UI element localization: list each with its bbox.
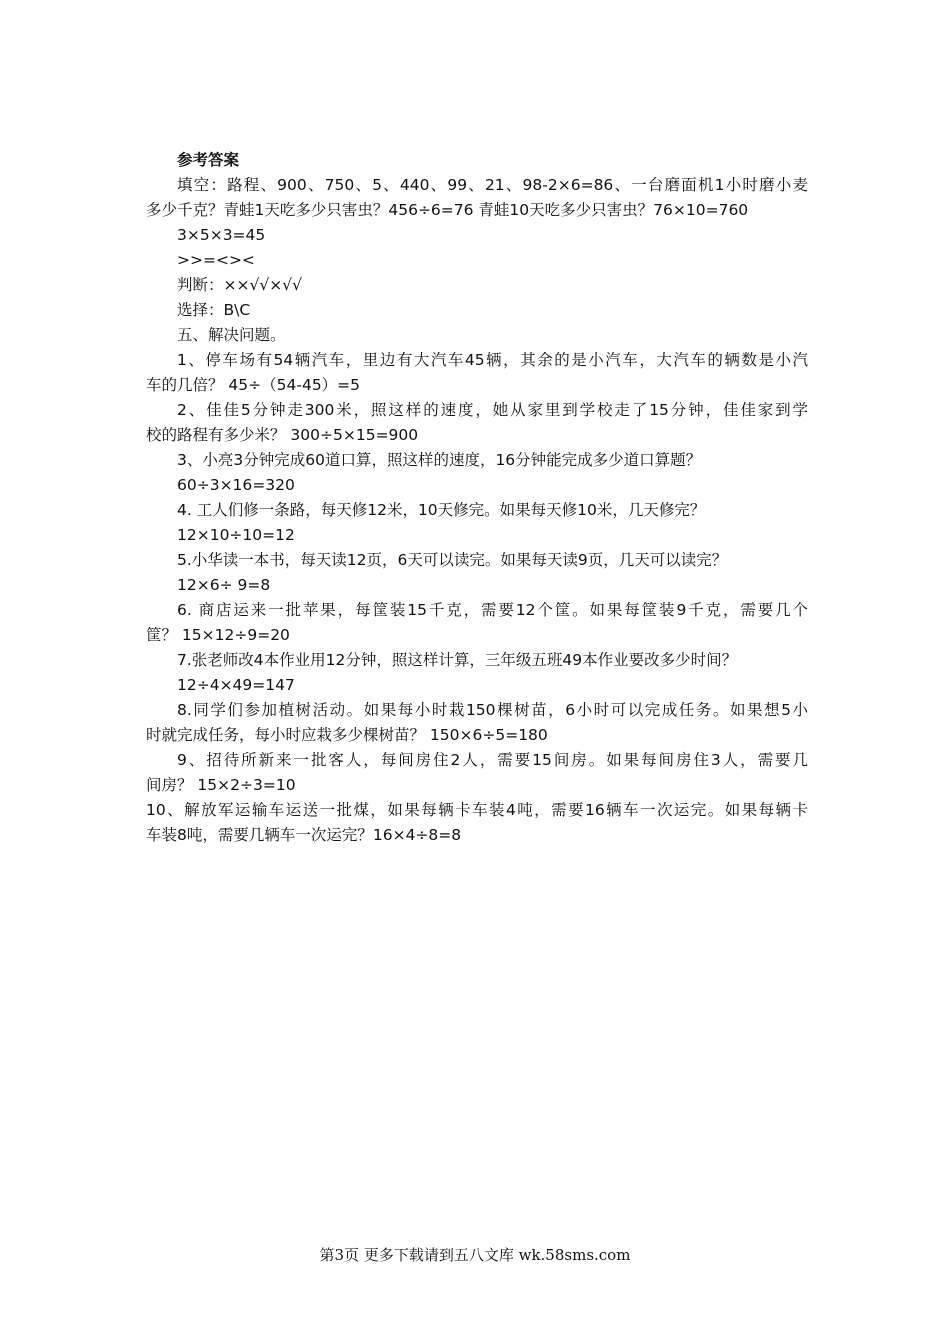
answer-line: 3×5×3=45 — [177, 226, 266, 244]
answer-line: 多少千克？青蛙1天吃多少只害虫？456÷6=76 青蛙10天吃多少只害虫？76×10=760 — [146, 201, 749, 219]
answer-line: 车装8吨，需要几辆车一次运完？16×4÷8=8 — [146, 826, 462, 844]
answer-line: 判断：××√√×√√ — [177, 276, 302, 294]
answer-line: 筐？ 15×12÷9=20 — [146, 626, 290, 644]
answer-line: 12×6÷ 9=8 — [177, 576, 271, 594]
answer-line: 车的几倍？ 45÷（54-45）=5 — [146, 376, 361, 394]
answer-line: 时就完成任务，每小时应栽多少棵树苗？ 150×6÷5=180 — [146, 726, 548, 744]
answer-line: 间房？ 15×2÷3=10 — [146, 776, 296, 794]
answer-line: 7.张老师改4本作业用12分钟，照这样计算，三年级五班49本作业要改多少时间？ — [177, 651, 738, 669]
answer-line: 校的路程有多少米？ 300÷5×15=900 — [146, 426, 419, 444]
answer-line: 1、停车场有54辆汽车，里边有大汽车45辆，其余的是小汽车，大汽车的辆数是小汽 — [177, 351, 808, 369]
answer-line: 10、解放军运输车运送一批煤，如果每辆卡车装4吨，需要16辆车一次运完。如果每辆卡 — [146, 801, 808, 819]
answer-line: 4. 工人们修一条路，每天修12米，10天修完。如果每天修10米，几天修完？ — [177, 501, 706, 519]
answer-line: 五、解决问题。 — [177, 326, 286, 344]
answer-lines — [146, 173, 808, 848]
answer-line: 2、佳佳5分钟走300米，照这样的速度，她从家里到学校走了15分钟，佳佳家到学 — [177, 401, 808, 419]
answer-line: 6. 商店运来一批苹果，每筐装15千克，需要12个筐。如果每筐装9千克，需要几个 — [177, 601, 808, 619]
section-heading: 参考答案 — [177, 151, 240, 169]
answer-line: 填空：路程、900、750、5、440、99、21、98-2×6=86、一台磨面机1小时磨小麦 — [177, 176, 808, 194]
answer-section — [146, 148, 808, 848]
answer-line: 5.小华读一本书，每天读12页，6天可以读完。如果每天读9页，几天可以读完？ — [177, 551, 728, 569]
answer-line: 12×10÷10=12 — [177, 526, 295, 544]
answer-line: >>=<>< — [177, 251, 255, 269]
answer-line: 3、小亮3分钟完成60道口算，照这样的速度，16分钟能完成多少道口算题？ — [177, 451, 702, 469]
answer-line: 8.同学们参加植树活动。如果每小时栽150棵树苗，6小时可以完成任务。如果想5小 — [177, 701, 808, 719]
answer-line: 9、招待所新来一批客人，每间房住2人，需要15间房。如果每间房住3人，需要几 — [177, 751, 808, 769]
answer-line: 12÷4×49=147 — [177, 676, 295, 694]
answer-line: 60÷3×16=320 — [177, 476, 295, 494]
page-footer: 第3页 更多下载请到五八文库 wk.58sms.com — [319, 1246, 631, 1264]
answer-line: 选择：B\C — [177, 301, 251, 319]
